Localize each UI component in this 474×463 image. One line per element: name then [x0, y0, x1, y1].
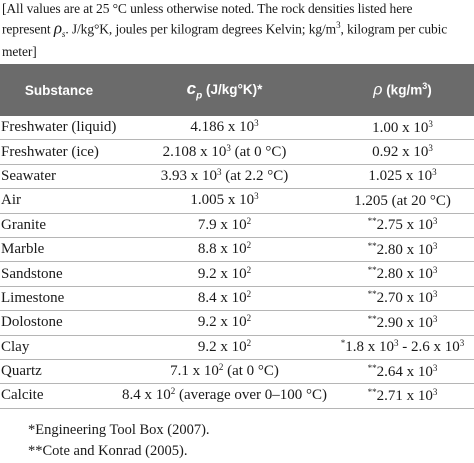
density-note: (at 20 °C): [387, 192, 451, 209]
density-value: 2.80 x 10: [376, 266, 433, 283]
cp-exponent: 3: [254, 118, 259, 129]
density-exponent: 3: [432, 216, 438, 227]
footnote-1: *Engineering Tool Box (2007).: [28, 422, 210, 438]
rho-symbol: ρ: [53, 18, 62, 38]
footnote-mark: *: [340, 338, 346, 349]
specific-heat-cell: [118, 116, 331, 140]
substance-cell: Freshwater (ice): [0, 140, 118, 164]
cp-units: (J/kg°K)*: [202, 81, 263, 97]
footnote-mark: **: [367, 313, 377, 324]
density-exponent: 3: [432, 167, 437, 178]
cp-exponent: 2: [170, 386, 176, 397]
cp-value: 7.1 x 10: [170, 363, 219, 380]
cp-exponent: 2: [246, 264, 252, 275]
density-value: 2.64 x 10: [376, 363, 433, 380]
density-exponent: 3: [432, 265, 438, 276]
density-cell: [331, 140, 474, 164]
density-exponent: 3: [432, 362, 438, 373]
footnote-mark: **: [367, 216, 377, 227]
specific-heat-cell: [118, 311, 331, 335]
table-row: [0, 359, 474, 383]
cp-exponent: 2: [246, 337, 252, 348]
density-value: 1.8 x 10: [345, 339, 394, 356]
caption-line-3: meter]: [2, 44, 37, 60]
caption-line-1: [All values are at 25 °C unless otherwise noted. The rock densities listed here: [2, 1, 413, 16]
data-table: [0, 64, 474, 409]
table-row: [0, 286, 474, 310]
density-cell: [331, 262, 474, 286]
cp-value: 8.4 x 10: [197, 289, 247, 306]
density-note: - 2.6 x 10: [398, 339, 460, 356]
cp-value: 8.4 x 10: [121, 387, 171, 404]
specific-heat-cell: [118, 237, 331, 261]
rho-symbol: ρ: [373, 81, 383, 99]
substance-cell: Air: [0, 189, 118, 213]
density-cell: [331, 384, 474, 408]
cp-note: (at 2.2 °C): [221, 167, 289, 184]
substance-cell: Freshwater (liquid): [0, 116, 118, 140]
footnote-mark: **: [367, 386, 377, 397]
density-cell: [331, 359, 474, 383]
caption-text: represent: [2, 21, 54, 37]
header-substance: Substance: [0, 64, 118, 116]
density-exponent: 3: [428, 118, 433, 129]
density-exponent: 3: [432, 289, 438, 300]
table-row: [0, 335, 474, 359]
density-exponent: 3: [394, 338, 399, 349]
specific-heat-cell: [118, 189, 331, 213]
cp-exponent: 2: [246, 288, 252, 299]
cp-exponent: 2: [246, 240, 252, 251]
cp-exponent: 3: [254, 191, 259, 202]
cp-value: 7.9 x 10: [197, 216, 247, 233]
specific-heat-cell: [118, 140, 331, 164]
density-exponent: 3: [432, 240, 438, 251]
density-cell: [331, 311, 474, 335]
table-row: [0, 311, 474, 335]
caption-line-2: [2, 17, 470, 43]
density-value: 1.025 x 10: [368, 168, 433, 185]
superscript: 3: [336, 20, 341, 30]
density-value: 1.205: [354, 192, 388, 209]
table-body: [0, 116, 474, 408]
rho-units: (kg/m: [382, 82, 423, 98]
cp-subscript: p: [196, 90, 203, 102]
cp-value: 3.93 x 10: [160, 167, 217, 184]
cp-exponent: 2: [218, 362, 224, 373]
cp-note: (average over 0–100 °C): [175, 387, 328, 404]
caption-text: , kilogram per cubic: [340, 21, 448, 37]
density-exponent: 3: [428, 143, 433, 154]
superscript: 3: [422, 80, 428, 91]
footnotes: [0, 420, 474, 462]
density-value: 2.71 x 10: [376, 387, 433, 404]
header-row: [0, 64, 474, 116]
table-row: [0, 237, 474, 261]
footnote-2: **Cote and Konrad (2005).: [28, 443, 188, 459]
specific-heat-cell: [118, 335, 331, 359]
rho-subscript: s: [61, 29, 66, 40]
density-value: 2.75 x 10: [376, 217, 433, 234]
footnote-mark: **: [367, 240, 377, 251]
caption-text: . J/kg°K, joules per kilogram degrees Kelvin; kg/m: [65, 21, 337, 37]
substance-cell: Dolostone: [0, 311, 118, 335]
density-value: 1.00 x 10: [372, 119, 429, 136]
table-row: [0, 262, 474, 286]
specific-heat-cell: [118, 164, 331, 188]
cp-exponent: 2: [246, 215, 252, 226]
cp-exponent: 2: [246, 313, 252, 324]
substance-cell: Granite: [0, 213, 118, 237]
table-row: [0, 164, 474, 188]
substance-cell: Limestone: [0, 286, 118, 310]
density-cell: [331, 189, 474, 213]
density-value: 2.70 x 10: [376, 290, 433, 307]
cp-exponent: 3: [216, 166, 222, 177]
density-cell: [331, 116, 474, 140]
cp-value: 9.2 x 10: [197, 338, 247, 355]
cp-exponent: 3: [226, 142, 231, 153]
table-row: [0, 189, 474, 213]
density-value: 2.90 x 10: [376, 314, 433, 331]
density-exponent: 3: [432, 386, 438, 397]
cp-symbol: [186, 78, 203, 102]
rho-units-end: ): [427, 82, 432, 98]
specific-heat-cell: [118, 286, 331, 310]
table-row: [0, 116, 474, 140]
substance-cell: Seawater: [0, 164, 118, 188]
density-exponent: 3: [432, 313, 438, 324]
cp-value: 4.186 x 10: [190, 119, 255, 136]
density-exponent-2: 3: [459, 338, 465, 349]
substance-cell: Sandstone: [0, 262, 118, 286]
substance-cell: Clay: [0, 335, 118, 359]
cp-letter: c: [186, 78, 197, 98]
density-cell: [331, 286, 474, 310]
substance-cell: Calcite: [0, 384, 118, 408]
cp-value: 1.005 x 10: [190, 192, 255, 209]
density-cell: [331, 237, 474, 261]
density-value: 2.80 x 10: [376, 241, 433, 258]
density-cell: [331, 213, 474, 237]
cp-note: (at 0 °C): [230, 143, 287, 160]
header-density: [331, 64, 474, 116]
cp-value: 2.108 x 10: [162, 143, 227, 160]
cp-note: (at 0 °C): [223, 363, 279, 380]
table-row: [0, 384, 474, 408]
footnote-mark: **: [367, 362, 377, 373]
table-row: [0, 213, 474, 237]
specific-heat-cell: [118, 384, 331, 408]
specific-heat-cell: [118, 359, 331, 383]
footnote-mark: **: [367, 265, 377, 276]
cp-value: 9.2 x 10: [197, 265, 247, 282]
footnote-mark: **: [367, 289, 377, 300]
substance-cell: Quartz: [0, 359, 118, 383]
specific-heat-cell: [118, 213, 331, 237]
density-cell: [331, 164, 474, 188]
density-value: 0.92 x 10: [372, 144, 429, 161]
cp-value: 8.8 x 10: [197, 241, 247, 258]
substance-cell: Marble: [0, 237, 118, 261]
header-cp: [118, 64, 331, 116]
density-cell: [331, 335, 474, 359]
table-caption: [2, 0, 470, 60]
specific-heat-cell: [118, 262, 331, 286]
cp-value: 9.2 x 10: [197, 314, 247, 331]
table-row: [0, 140, 474, 164]
